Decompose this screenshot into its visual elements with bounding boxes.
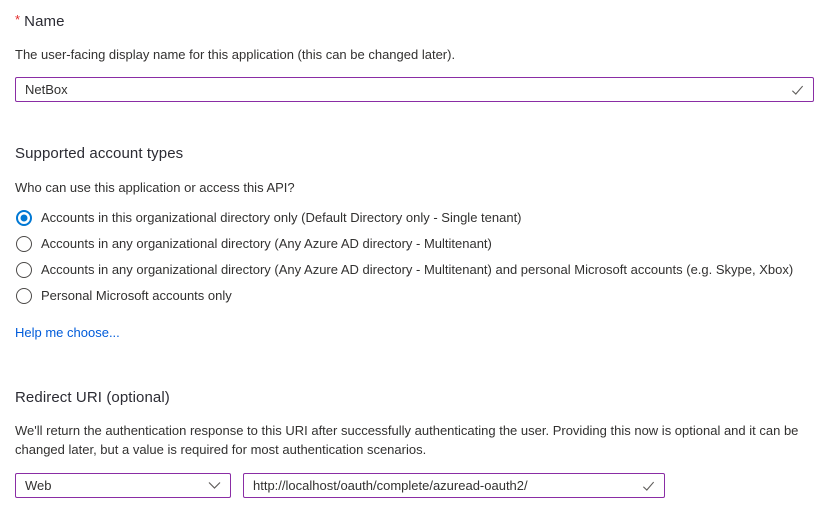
redirect-uri-input[interactable] (243, 473, 665, 498)
account-types-title: Supported account types (15, 145, 184, 162)
name-description: The user-facing display name for this application (this can be changed later). (15, 47, 456, 62)
redirect-uri-description: We'll return the authentication response to this URI after successfully authenticating the user. Providing this now is optional and it can be changed later, but a value is required for most authentication scenarios. (15, 423, 799, 457)
redirect-uri-controls (15, 473, 814, 498)
name-section (15, 10, 814, 102)
redirect-uri-section (15, 388, 814, 498)
redirect-uri-field-container (243, 473, 665, 498)
radio-option-label: Accounts in any organizational directory (Any Azure AD directory - Multitenant) (41, 236, 492, 251)
radio-button-icon[interactable] (16, 288, 32, 304)
radio-option-label: Accounts in any organizational directory (Any Azure AD directory - Multitenant) and personal Microsoft accounts (e.g. Skype, Xbox) (41, 262, 794, 277)
radio-button-icon[interactable] (16, 210, 32, 226)
chevron-down-icon (208, 481, 221, 490)
radio-option-label: Accounts in this organizational directory only (Default Directory only - Single tenant) (41, 210, 522, 225)
platform-select-value: Web (25, 478, 52, 493)
name-field-container (15, 77, 814, 102)
radio-button-icon[interactable] (16, 236, 32, 252)
platform-select-dropdown[interactable] (15, 473, 231, 498)
name-title-text: Name (24, 13, 65, 30)
name-section-title (15, 10, 814, 32)
redirect-uri-title: Redirect URI (optional) (15, 389, 170, 406)
name-input[interactable] (15, 77, 814, 102)
supported-account-types-section (15, 144, 814, 340)
help-me-choose-link[interactable]: Help me choose... (15, 325, 120, 340)
radio-option-label: Personal Microsoft accounts only (41, 288, 232, 303)
radio-option-personal-only[interactable] (15, 283, 814, 309)
account-types-question: Who can use this application or access this API? (15, 180, 295, 195)
account-types-radio-group (15, 205, 814, 309)
radio-option-multitenant-personal[interactable] (15, 257, 814, 283)
radio-option-single-tenant[interactable] (15, 205, 814, 231)
required-asterisk: * (15, 12, 21, 27)
radio-option-multitenant[interactable] (15, 231, 814, 257)
radio-button-icon[interactable] (16, 262, 32, 278)
